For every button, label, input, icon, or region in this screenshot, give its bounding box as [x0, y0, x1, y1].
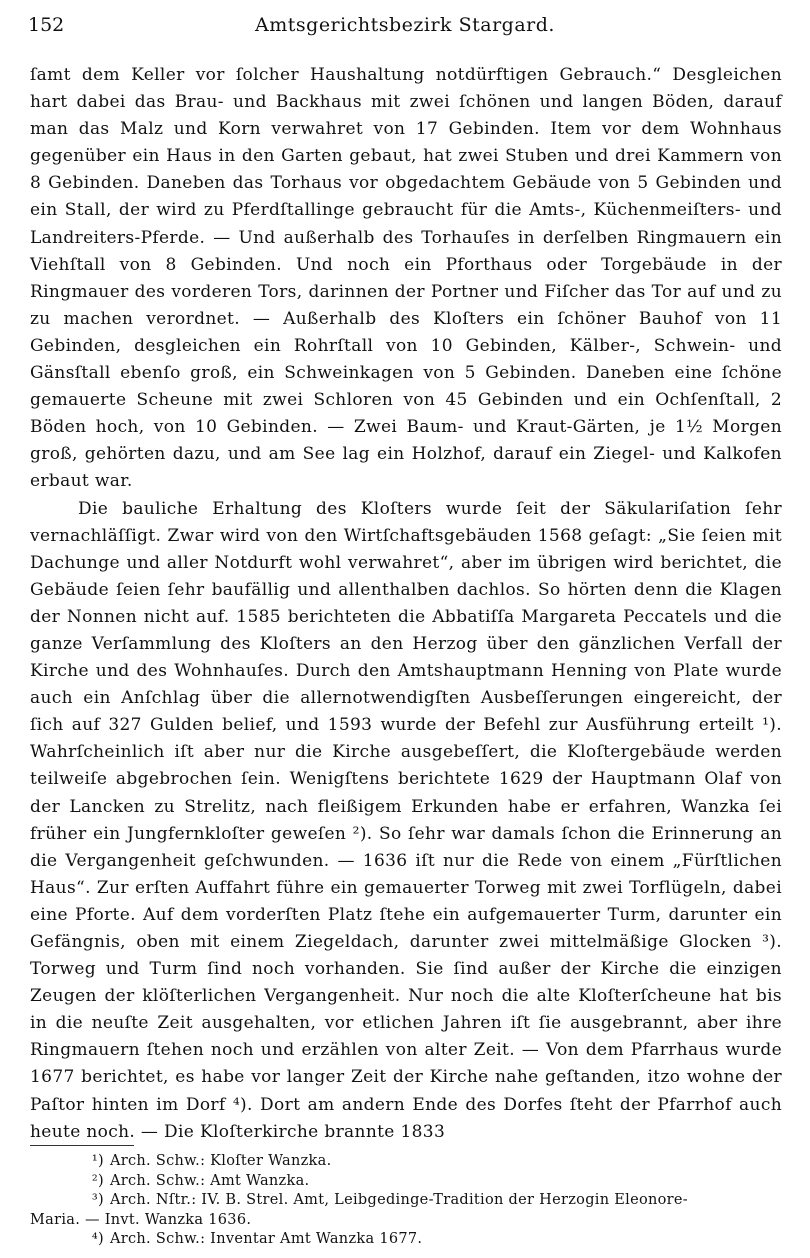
- running-title: Amtsgerichtsbezirk Stargard.: [255, 14, 555, 36]
- paragraph: ſamt dem Keller vor ſolcher Haushaltung notdürftigen Gebrauch.“ Desgleichen hart dabei das Brau- und Backhaus mit zwei ſchönen und langen Böden, darauf man das Malz und Korn verwahret von 17 Gebinden. Item vor dem Wohnhaus gegenüber ein Haus in den Garten gebaut, hat zwei Stuben und drei Kammern von 8 Gebinden. Daneben das Torhaus vor obgedachtem Gebäude von 5 Gebinden und ein Stall, der wird zu Pferdſtallinge gebraucht für die Amts-, Küchenmeiſters- und Landreiters-Pferde. — Und außerhalb des Torhauſes in derſelben Ringmauern ein Viehſtall von 8 Gebinden. Und noch ein Pforthaus oder Torgebäude in der Ringmauer des vorderen Tors, darinnen der Portner und Fiſcher das Tor auf und zu zu machen verordnet. — Außerhalb des Kloſters ein ſchöner Bauhof von 11 Gebinden, desgleichen ein Rohrſtall von 10 Gebinden, Kälber-, Schwein- und Gänsſtall ebenſo groß, ein Schweinkagen von 5 Gebinden. Daneben eine ſchöne gemauerte Scheune mit zwei Schloren von 45 Gebinden und ein Ochſenſtall, 2 Böden hoch, von 10 Gebinden. — Zwei Baum- und Kraut-Gärten, je 1½ Morgen groß, gehörten dazu, und am See lag ein Holzhof, darauf ein Ziegel- und Kalkofen erbaut war.: [30, 65, 782, 492]
- body-text: [30, 62, 782, 1146]
- footnote-number: ⁴): [91, 1231, 104, 1247]
- footnote: [30, 1172, 782, 1192]
- footnote-number: ¹): [91, 1153, 104, 1169]
- footnote: [30, 1191, 782, 1211]
- paragraph: Die bauliche Erhaltung des Kloſters wurde ſeit der Säkulariſation ſehr vernachläſſigt. Zwar wird von den Wirtſchaftsgebäuden 1568 geſagt: „Sie ſeien mit Dachunge und aller Notdurft wohl verwahret“, aber im übrigen wird berichtet, die Gebäude ſeien ſehr baufällig und allenthalben dachlos. So hörten denn die Klagen der Nonnen nicht auf. 1585 berichteten die Abbatiſſa Margareta Peccatels und die ganze Verſammlung des Kloſters an den Herzog über den gänzlichen Verfall der Kirche und des Wohnhauſes. Durch den Amtshauptmann Henning von Plate wurde auch ein Anſchlag über die allernotwendigſten Ausbeſſerungen eingereicht, der ſich auf 327 Gulden belief, und 1593 wurde der Befehl zur Ausführung erteilt ¹). Wahrſcheinlich iſt aber nur die Kirche ausgebeſſert, die Kloſtergebäude werden teilweiſe abgebrochen ſein. Wenigſtens berichtete 1629 der Hauptmann Olaf von der Lancken zu Strelitz, nach fleißigem Erkunden habe er erfahren, Wanzka ſei früher ein Jungfernkloſter geweſen ²). So ſehr war damals ſchon die Erinnerung an die Vergangenheit geſchwunden. — 1636 iſt nur die Rede von einem „Fürſtlichen Haus“. Zur erſten Auffahrt führe ein gemauerter Torweg mit zwei Torflügeln, dabei eine Pforte. Auf dem vorderſten Platz ſtehe ein aufgemauerter Turm, darunter ein Gefängnis, oben mit einem Ziegeldach, darunter zwei mittelmäßige Glocken ³). Torweg und Turm ſind noch vorhanden. Sie ſind außer der Kirche die einzigen Zeugen der klöſterlichen Vergangenheit. Nur noch die alte Kloſterſcheune hat bis in die neuſte Zeit ausgehalten, vor etlichen Jahren iſt ſie ausgebrannt, aber ihre Ringmauern ſtehen noch und erzählen von alter Zeit. — Von dem Pfarrhaus wurde 1677 berichtet, es habe vor langer Zeit der Kirche nahe geſtanden, itzo wohne der Paſtor hinten im Dorf ⁴). Dort am andern Ende des Dorfes ſteht der Pfarrhof auch heute noch. — Die Kloſterkirche brannte 1833: [30, 498, 782, 1142]
- footnote-continuation: Maria. — Invt. Wanzka 1636.: [30, 1211, 252, 1228]
- footnote-text: Arch. Schw.: Kloſter Wanzka.: [110, 1153, 332, 1169]
- footnotes: [30, 1152, 782, 1250]
- footnote-number: ²): [91, 1172, 104, 1189]
- page-number: 152: [28, 14, 65, 36]
- footnote-text: Arch. Schw.: Inventar Amt Wanzka 1677.: [110, 1231, 423, 1247]
- footnote: [30, 1230, 782, 1250]
- footnote-text: Arch. Nſtr.: IV. B. Strel. Amt, Leibgedinge-Tradition der Herzogin Eleonore-: [110, 1192, 688, 1208]
- footnote-divider: [30, 1145, 134, 1146]
- footnote-number: ³): [91, 1192, 104, 1208]
- footnote: [30, 1152, 782, 1172]
- page-header: [28, 10, 782, 40]
- footnote-text: Arch. Schw.: Amt Wanzka.: [110, 1172, 310, 1189]
